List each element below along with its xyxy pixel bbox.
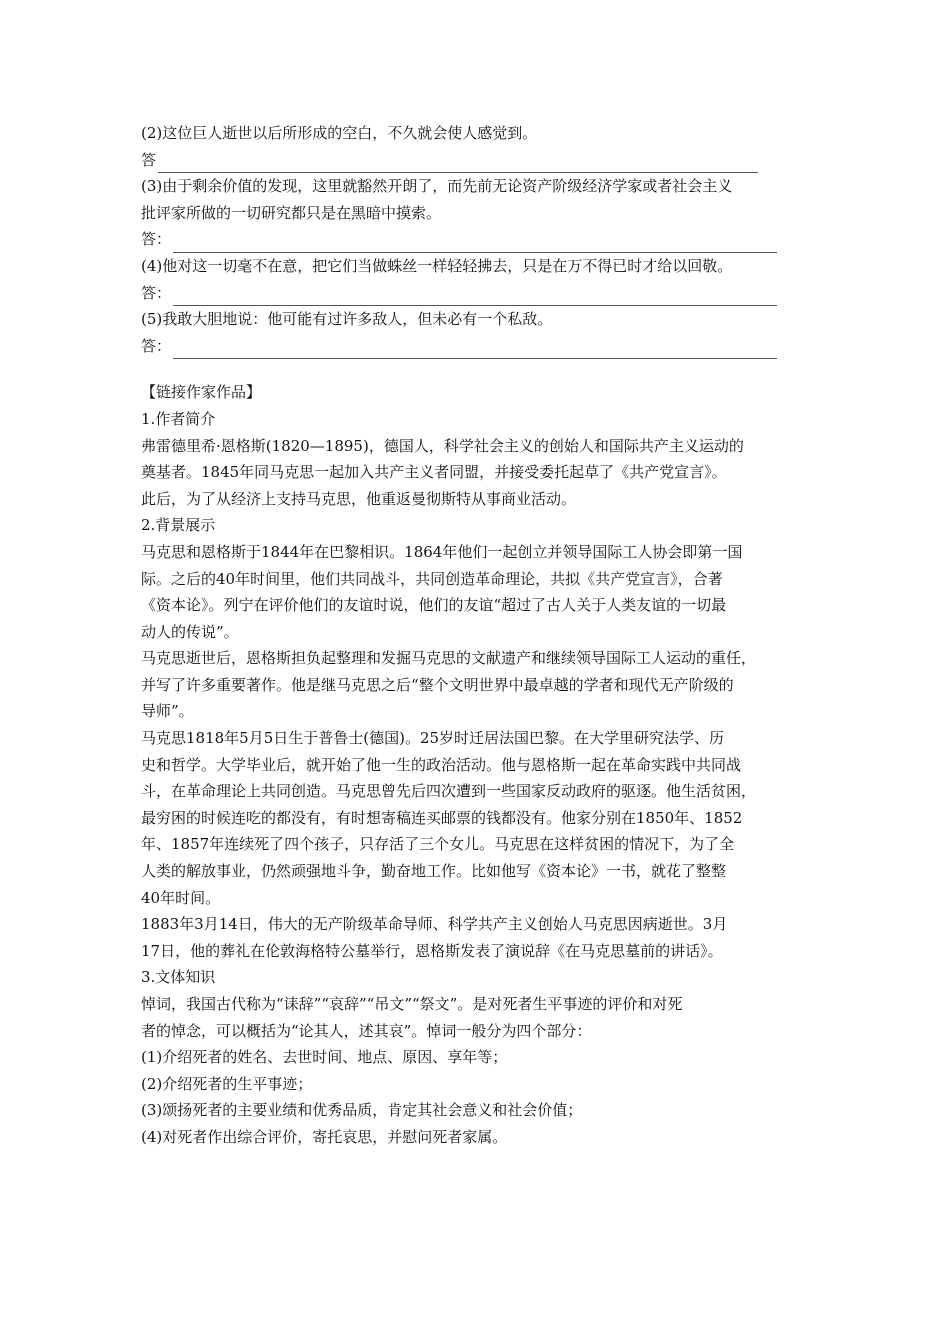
paragraph-line: 史和哲学。大学毕业后，就开始了他一生的政治活动。他与恩格斯一起在革命实践中共同战	[141, 755, 742, 774]
paragraph-line: 者的悼念，可以概括为“论其人，述其哀”。悼词一般分为四个部分：	[141, 1021, 592, 1040]
answer-2-row	[141, 147, 821, 174]
list-item: (2)介绍死者的生平事迹；	[141, 1074, 313, 1093]
list-item: (1)介绍死者的姓名、去世时间、地点、原因、享年等；	[141, 1048, 508, 1067]
paragraph-line: 马克思逝世后，恩格斯担负起整理和发掘马克思的文献遗产和继续领导国际工人运动的重任，	[141, 649, 757, 668]
document-content	[141, 120, 821, 1151]
question-3-line-2: 批评家所做的一切研究都只是在黑暗中摸索。	[141, 203, 442, 222]
list-item: (4)对死者作出综合评价，寄托哀思，并慰问死者家属。	[141, 1127, 508, 1146]
answer-label: 答	[141, 150, 157, 169]
paragraph-line: 悼词，我国古代称为“诔辞”“哀辞”“吊文”“祭文”。是对死者生平事迹的评价和对死	[141, 995, 683, 1013]
paragraph-line: 斗，在革命理论上共同创造。马克思曾先后四次遭到一些国家反动政府的驱逐。他生活贫困，	[141, 782, 757, 801]
paragraph-line: 1883年3月14日，伟大的无产阶级革命导师、科学共产主义创始人马克思因病逝世。3月	[141, 915, 728, 934]
answer-4-row	[141, 280, 821, 307]
answer-blank-5[interactable]	[173, 340, 777, 359]
answer-blank-3[interactable]	[173, 234, 777, 253]
answer-label: 答：	[141, 230, 172, 249]
question-5: (5)我敢大胆地说：他可能有过许多敌人，但未必有一个私敌。	[141, 310, 553, 329]
paragraph-line: 马克思和恩格斯于1844年在巴黎相识。1864年他们一起创立并领导国际工人协会即第一国	[141, 542, 743, 561]
answer-blank-2[interactable]	[158, 154, 758, 173]
answer-blank-4[interactable]	[173, 287, 777, 306]
paragraph-line: 40年时间。	[141, 888, 221, 907]
paragraph-line: 人类的解放事业，仍然顽强地斗争，勤奋地工作。比如他写《资本论》一书，就花了整整	[141, 862, 727, 881]
paragraph-line: 此后，为了从经济上支持马克思，他重返曼彻斯特从事商业活动。	[141, 489, 577, 508]
paragraph-line: 际。之后的40年时间里，他们共同战斗，共同创造革命理论，共拟《共产党宣言》，合著	[141, 569, 723, 588]
paragraph-line: 马克思1818年5月5日生于普鲁士(德国)。25岁时迁居法国巴黎。在大学里研究法学、历	[141, 729, 725, 748]
section-heading: 【链接作家作品】	[141, 383, 262, 402]
section-gap	[141, 359, 821, 379]
question-2: (2)这位巨人逝世以后所形成的空白，不久就会使人感觉到。	[141, 124, 538, 142]
subsection-title-author: 1.作者简介	[141, 409, 216, 428]
paragraph-line: 最穷困的时候连吃的都没有，有时想寄稿连买邮票的钱都没有。他家分别在1850年、1852	[141, 808, 743, 827]
answer-label: 答：	[141, 283, 172, 302]
paragraph-line: 年、1857年连续死了四个孩子，只存活了三个女儿。马克思在这样贫困的情况下，为了全	[141, 835, 735, 854]
answer-5-row	[141, 333, 821, 360]
answer-3-row	[141, 226, 821, 253]
paragraph-line: 动人的传说”。	[141, 622, 239, 641]
list-item: (3)颂扬死者的主要业绩和优秀品质，肯定其社会意义和社会价值；	[141, 1101, 583, 1120]
subsection-title-genre: 3.文体知识	[141, 968, 216, 987]
paragraph-line: 17日，他的葬礼在伦敦海格特公墓举行，恩格斯发表了演说辞《在马克思墓前的讲话》。	[141, 941, 723, 960]
question-4: (4)他对这一切毫不在意，把它们当做蛛丝一样轻轻拂去，只是在万不得已时才给以回敬。	[141, 256, 733, 275]
subsection-title-background: 2.背景展示	[141, 516, 216, 535]
question-3-line-1: (3)由于剩余价值的发现，这里就豁然开朗了，而先前无论资产阶级经济学家或者社会主义	[141, 177, 733, 196]
answer-label: 答：	[141, 336, 172, 355]
paragraph-line: 并写了许多重要著作。他是继马克思之后“整个文明世界中最卓越的学者和现代无产阶级的	[141, 675, 734, 694]
paragraph-line: 弗雷德里希·恩格斯(1820—1895)，德国人，科学社会主义的创始人和国际共产主义运动的	[141, 436, 744, 455]
paragraph-line: 奠基者。1845年同马克思一起加入共产主义者同盟，并接受委托起草了《共产党宣言》。	[141, 463, 727, 482]
paragraph-line: 导师”。	[141, 702, 194, 721]
paragraph-line: 《资本论》。列宁在评价他们的友谊时说，他们的友谊“超过了古人关于人类友谊的一切最	[141, 596, 727, 615]
